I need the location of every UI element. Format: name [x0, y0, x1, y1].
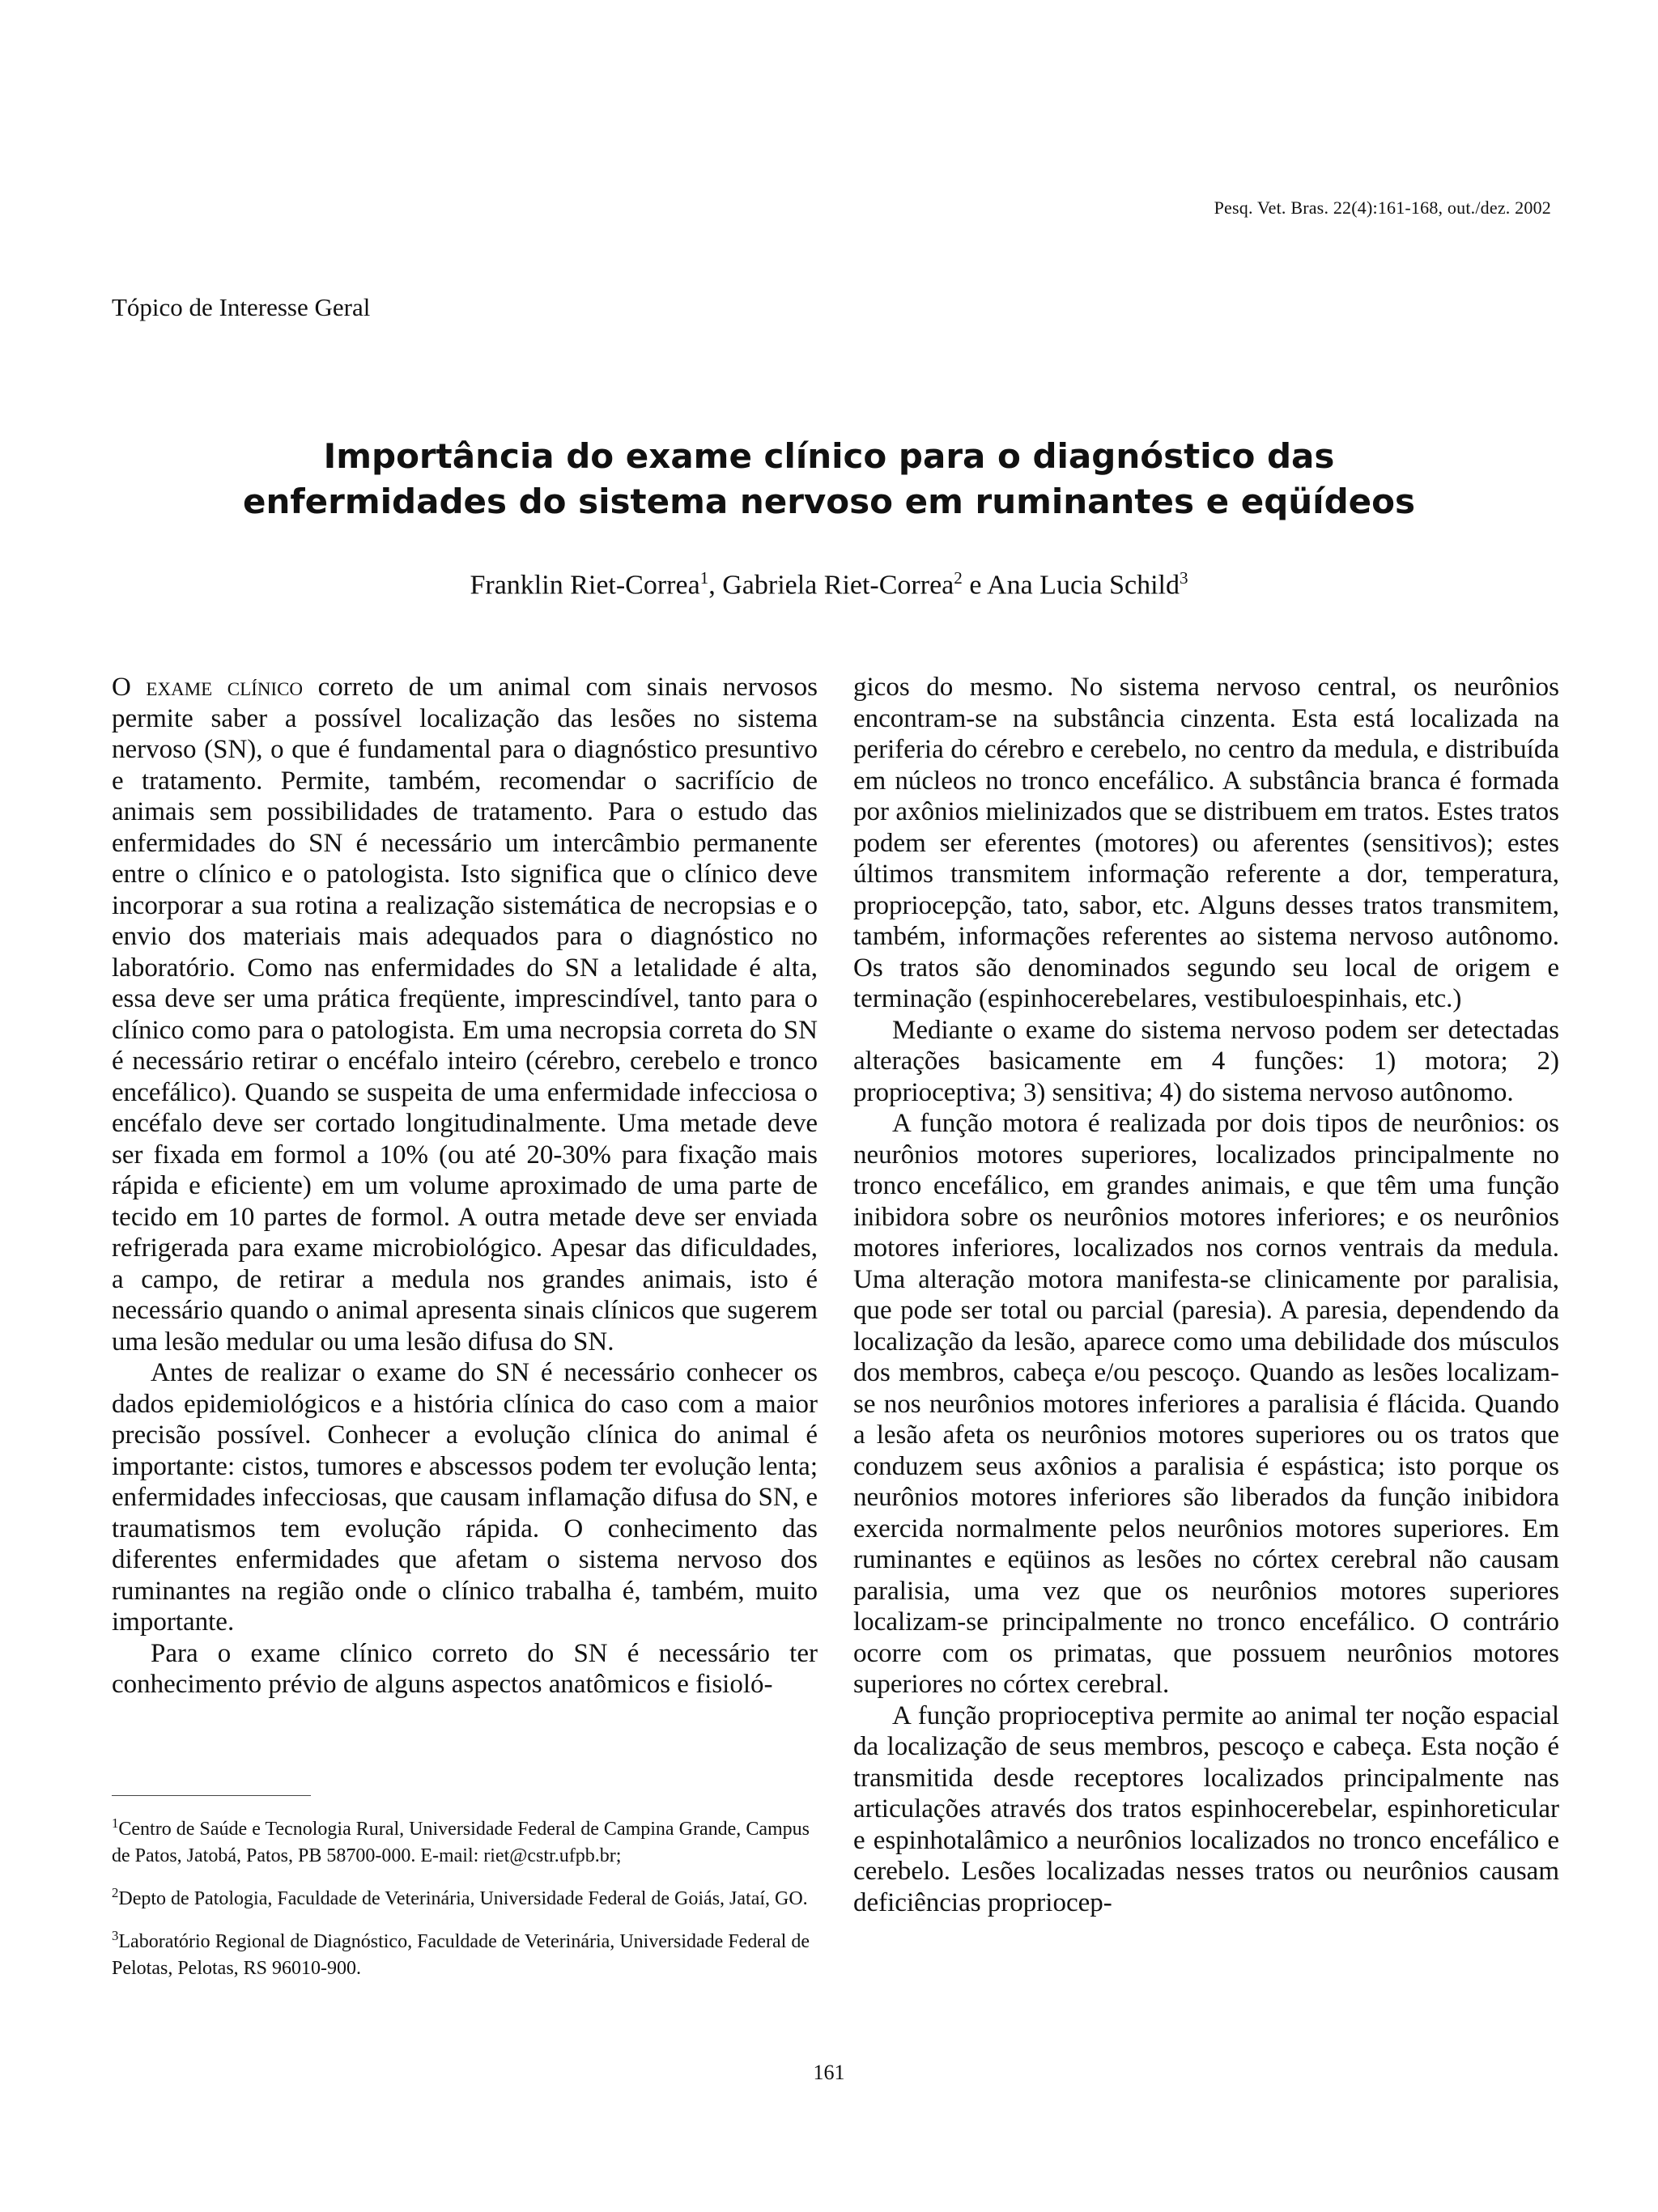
footnote-divider: [112, 1795, 311, 1796]
footnote-text: Laboratório Regional de Diagnóstico, Faculdade de Veterinária, Universidade Federal de Pelotas, Pelotas, RS 96010-900.: [112, 1931, 810, 1979]
paragraph: Mediante o exame do sistema nervoso podem ser detectadas alterações basicamente em 4 funções: 1) motora; 2) proprioceptiva; 3) sensitiva; 4) do sistema nervoso autônomo.: [853, 1015, 1559, 1107]
page-number: 161: [813, 2061, 845, 2084]
title-line-2: enfermidades do sistema nervoso em ruminantes e eqüídeos: [243, 482, 1415, 521]
author-list: [112, 568, 1546, 601]
author-name: Franklin Riet-Correa: [470, 570, 700, 601]
author-name: Ana Lucia Schild: [987, 570, 1180, 601]
paragraph-continuation: gicos do mesmo. No sistema nervoso central, os neurônios encontram-se na substância cinzenta. Esta está localizada na periferia do cérebro e cerebelo, no centro da medula, e distribuída em núcleos no tronco encefálico. A substância branca é formada por axônios mielinizados que se distribuem em tratos. Estes tratos podem ser eferentes (motores) ou aferentes (sensitivos); estes últimos transmitem informação referente a dor, temperatura, propriocepção, tato, sabor, etc. Alguns desses tratos transmitem, também, informações referentes ao sistema nervoso autônomo. Os tratos são denominados segundo seu local de origem e terminação (espinhocerebelares, vestibuloespinhais, etc.): [853, 673, 1559, 1013]
paragraph-text: correto de um animal com sinais nervosos permite saber a possível localização das lesões no sistema nervoso (SN), o que é fundamental para o diagnóstico presuntivo e tratamento. Permite, também, recomendar o sacrifício de animais sem possibilidades de tratamento. Para o estudo das enfermidades do SN é necessário um intercâmbio permanente entre o clínico e o patologista. Isto significa que o clínico deve incorporar a sua rotina a realização sistemática de necropsias e o envio dos materiais mais adequados para o diagnóstico no laboratório. Como nas enfermidades do SN a letalidade é alta, essa deve ser uma prática freqüente, imprescindível, tanto para o clínico como para o patologista. Em uma necropsia correta do SN é necessário retirar o encéfalo inteiro (cérebro, cerebelo e tronco encefálico). Quando se suspeita de uma enfermidade infecciosa o encéfalo deve ser cortado longitudinalmente. Uma metade deve ser fixada em formol a 10% (ou até 20-30% para fixação mais rápida e eficiente) em um volume aproximado de uma parte de tecido em 10 partes de formol. A outra metade deve ser enviada refrigerada para exame microbiológico. Apesar das dificuldades, a campo, de retirar a medula nos grandes animais, isto é necessário quando o animal apresenta sinais clínicos que sugerem uma lesão medular ou uma lesão difusa do SN.: [112, 673, 818, 1356]
paragraph: Para o exame clínico correto do SN é necessário ter conhecimento prévio de alguns aspectos anatômicos e fisioló-: [112, 1638, 818, 1699]
footnote-text: Depto de Patologia, Faculdade de Veterinária, Universidade Federal de Goiás, Jataí, GO.: [118, 1888, 808, 1909]
footnote: [112, 1922, 810, 1982]
paragraph: [112, 672, 818, 1357]
paragraph: Antes de realizar o exame do SN é necessário conhecer os dados epidemiológicos e a história clínica do caso com a maior precisão possível. Conhecer a evolução clínica do animal é importante: cistos, tumores e abscessos podem ter evolução lenta; enfermidades infecciosas, que causam inflamação difusa do SN, e traumatismos tem evolução rápida. O conhecimento das diferentes enfermidades que afetam o sistema nervoso dos ruminantes na região onde o clínico trabalha é, também, muito importante.: [112, 1358, 818, 1637]
title-line-1: Importância do exame clínico para o diagnóstico das: [323, 436, 1335, 476]
footnote-number: 1: [112, 1815, 119, 1831]
author-separator: e: [962, 570, 988, 601]
author-affiliation-mark: 1: [699, 568, 709, 588]
body-column-left: [112, 672, 818, 1700]
lead-in-small-caps: exame clínico: [130, 673, 304, 702]
author-affiliation-mark: 2: [954, 568, 963, 588]
author-name: Gabriela Riet-Correa: [722, 570, 954, 601]
section-label: Tópico de Interesse Geral: [112, 293, 371, 321]
article-title: [112, 434, 1546, 524]
author-affiliation-mark: 3: [1179, 568, 1188, 588]
paragraph: A função proprioceptiva permite ao animal ter noção espacial da localização de seus membros, pescoço e cabeça. Esta noção é transmitida desde receptores localizados principalmente nas articulações através dos tratos espinhocerebelar, espinhoreticular e espinhotalâmico a neurônios localizados no tronco encefálico e cerebelo. Lesões localizadas nesses tratos ou neurônios causam deficiências propriocep-: [853, 1700, 1559, 1917]
footnote: [112, 1810, 810, 1870]
paragraph: A função motora é realizada por dois tipos de neurônios: os neurônios motores superiores, localizados principalmente no tronco encefálico, em grandes animais, e que têm uma função inibidora sobre os neurônios motores inferiores; e os neurônios motores inferiores, localizados nos cornos ventrais da medula. Uma alteração motora manifesta-se clinicamente por paralisia, que pode ser total ou parcial (paresia). A paresia, dependendo da localização da lesão, aparece como uma debilidade dos músculos dos membros, cabeça e/ou pescoço. Quando as lesões localizam-se nos neurônios motores inferiores a paralisia é flácida. Quando a lesão afeta os neurônios motores superiores ou os tratos que conduzem seus axônios a paralisia é espástica; isto porque os neurônios motores inferiores são liberados da função inibidora exercida normalmente pelos neurônios motores superiores. Em ruminantes e eqüinos as lesões no córtex cerebral não causam paralisia, uma vez que os neurônios motores superiores localizam-se principalmente no tronco encefálico. O contrário ocorre com os primatas, que possuem neurônios motores superiores no córtex cerebral.: [853, 1109, 1559, 1699]
author-separator: ,: [708, 570, 723, 601]
body-column-right: [853, 672, 1559, 1918]
drop-cap: O: [112, 673, 131, 702]
footnote-text: Centro de Saúde e Tecnologia Rural, Universidade Federal de Campina Grande, Campus de Patos, Jatobá, Patos, PB 58700-000. E-mail: riet@cstr.ufpb.br;: [112, 1819, 810, 1866]
footnote-number: 3: [112, 1928, 119, 1943]
footnotes: [112, 1810, 810, 1992]
footnote-number: 2: [112, 1885, 119, 1900]
journal-reference: Pesq. Vet. Bras. 22(4):161-168, out./dez. 2002: [1214, 197, 1551, 218]
footnote: [112, 1879, 810, 1913]
